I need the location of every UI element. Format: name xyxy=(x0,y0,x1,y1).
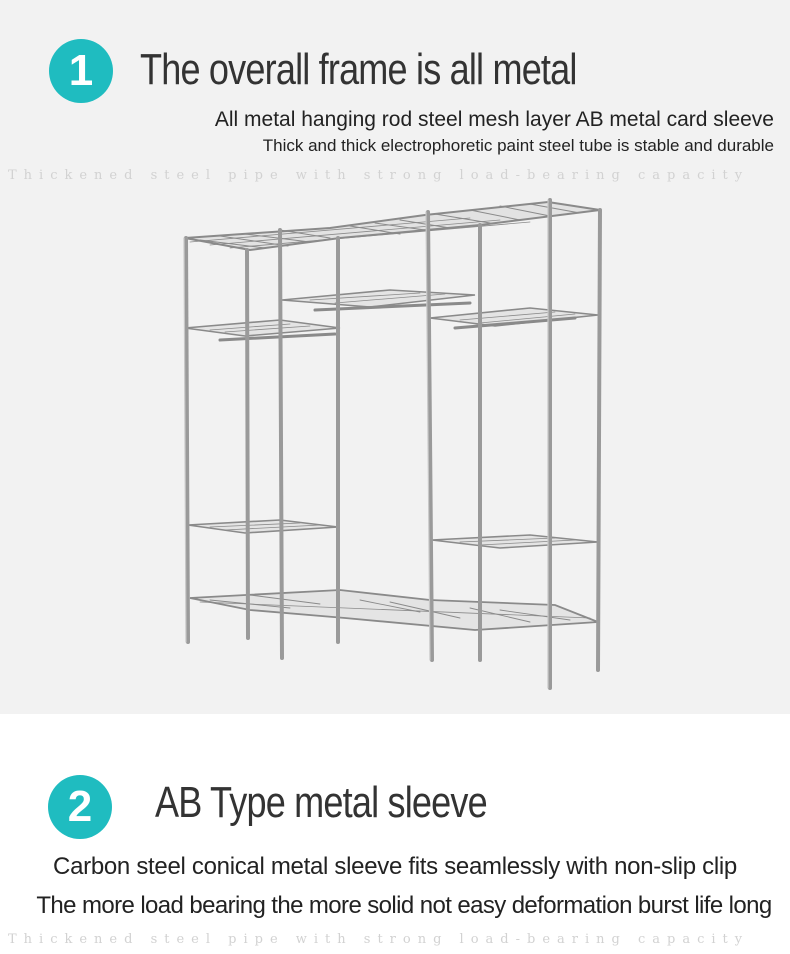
step-1-badge xyxy=(49,39,113,103)
left-hanging-shelf xyxy=(185,320,340,340)
section-2-watermark: Thickened steel pipe with strong load-bearing capacity xyxy=(8,932,750,947)
bottom-shelf xyxy=(190,590,598,630)
top-shelf xyxy=(185,202,600,250)
section-2-title: AB Type metal sleeve xyxy=(155,778,487,827)
lower-left-shelf xyxy=(188,520,338,533)
section-1-watermark: Thickened steel pipe with strong load-bearing capacity xyxy=(8,168,750,183)
section-2-line-1: Carbon steel conical metal sleeve fits seamlessly with non-slip clip xyxy=(53,853,737,880)
step-2-number: 2 xyxy=(67,782,93,831)
right-hanging-shelf xyxy=(430,308,598,328)
middle-hanging-shelf xyxy=(282,290,475,310)
section-1-line-2: Thick and thick electrophoretic paint steel tube is stable and durable xyxy=(262,136,774,155)
step-1-number: 1 xyxy=(68,46,94,95)
section-1-title: The overall frame is all metal xyxy=(140,45,577,94)
step-2-badge xyxy=(48,775,112,839)
metal-wardrobe-rack-image xyxy=(170,190,610,700)
section-2-line-2: The more load bearing the more solid not easy deformation burst life long xyxy=(36,892,772,919)
lower-right-shelf xyxy=(432,535,598,548)
section-1-line-1: All metal hanging rod steel mesh layer AB metal card sleeve xyxy=(214,108,774,131)
